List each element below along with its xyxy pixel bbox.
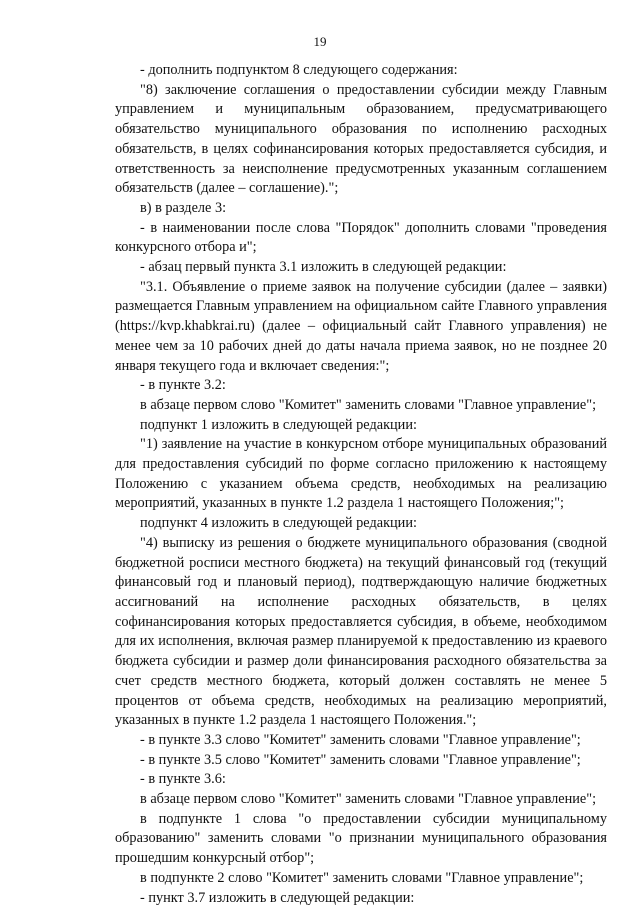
paragraph: "1) заявление на участие в конкурсном отборе муниципальных образований для предоставления субсидий по форме согласно приложению к настоящему Положению с указанием объема средств, необходимых на реализацию мероприятий, указанных в пункте 1.2 раздела 1 настоящего Положения;"; [115,436,607,512]
paragraph: - в пункте 3.2: [140,377,226,394]
paragraph: "8) заключение соглашения о предоставлении субсидии между Главным управлением и муниципальным образованием, предусматривающего обязательство муниципального образования по исполнению расходных обязательств, в целях софинансирования которых предоставляется субсидия, и ответственность за неисполнение предусмотренных указанным соглашением обязательств (далее – соглашение)."; [115,81,607,197]
paragraph: в подпункте 2 слово "Комитет" заменить словами "Главное управление"; [140,869,584,886]
paragraph: - в пункте 3.6: [140,771,226,788]
paragraph: в подпункте 1 слова "о предоставлении субсидии муниципальному образованию" заменить словами "о признании муниципального образования прошедшим конкурсный отбор"; [115,810,607,867]
paragraph: "3.1. Объявление о приеме заявок на получение субсидии (далее – заявки) размещается Главным управлением на официальном сайте Главного управления (https://kvp.khabkrai.ru) (далее – официальный сайт Главного управления) не менее чем за 10 рабочих дней до даты начала приема заявок, но не позднее 20 января текущего года и включает сведения:"; [115,278,607,374]
paragraph: - пункт 3.7 изложить в следующей редакции: [140,889,415,906]
paragraph: - в пункте 3.5 слово "Комитет" заменить словами "Главное управление"; [140,751,581,768]
document-body [115,61,607,908]
paragraph: "4) выписку из решения о бюджете муниципального образования (сводной бюджетной росписи местного бюджета) на текущий финансовый год (текущий финансовый год и плановый период), подтверждающую наличие бюджетных ассигнований на исполнение расходных обязательств, в целях софинансирования которых предоставляется субсидия, в объеме, необходимом для их исполнения, включая размер планируемой к предоставлению из краевого бюджета субсидии и размер доли финансирования расходного обязательства за счет средств местного бюджета, который должен составлять не менее 5 процентов от объема средств, необходимых на реализацию мероприятий, указанных в пункте 1.2 раздела 1 настоящего Положения."; [115,534,607,729]
page-number: 19 [313,34,327,49]
paragraph: подпункт 1 изложить в следующей редакции: [140,416,417,433]
paragraph: - абзац первый пункта 3.1 изложить в следующей редакции: [140,259,507,276]
paragraph: в) в разделе 3: [140,199,227,216]
paragraph: - дополнить подпунктом 8 следующего содержания: [140,62,458,78]
paragraph: - в наименовании после слова "Порядок" дополнить словами "проведения конкурсного отбора и"; [115,219,607,256]
paragraph: - в пункте 3.3 слово "Комитет" заменить словами "Главное управление"; [140,731,581,748]
paragraph: в абзаце первом слово "Комитет" заменить словами "Главное управление"; [140,791,597,808]
paragraph: в абзаце первом слово "Комитет" заменить словами "Главное управление"; [140,396,597,413]
paragraph: подпункт 4 изложить в следующей редакции: [140,515,417,532]
